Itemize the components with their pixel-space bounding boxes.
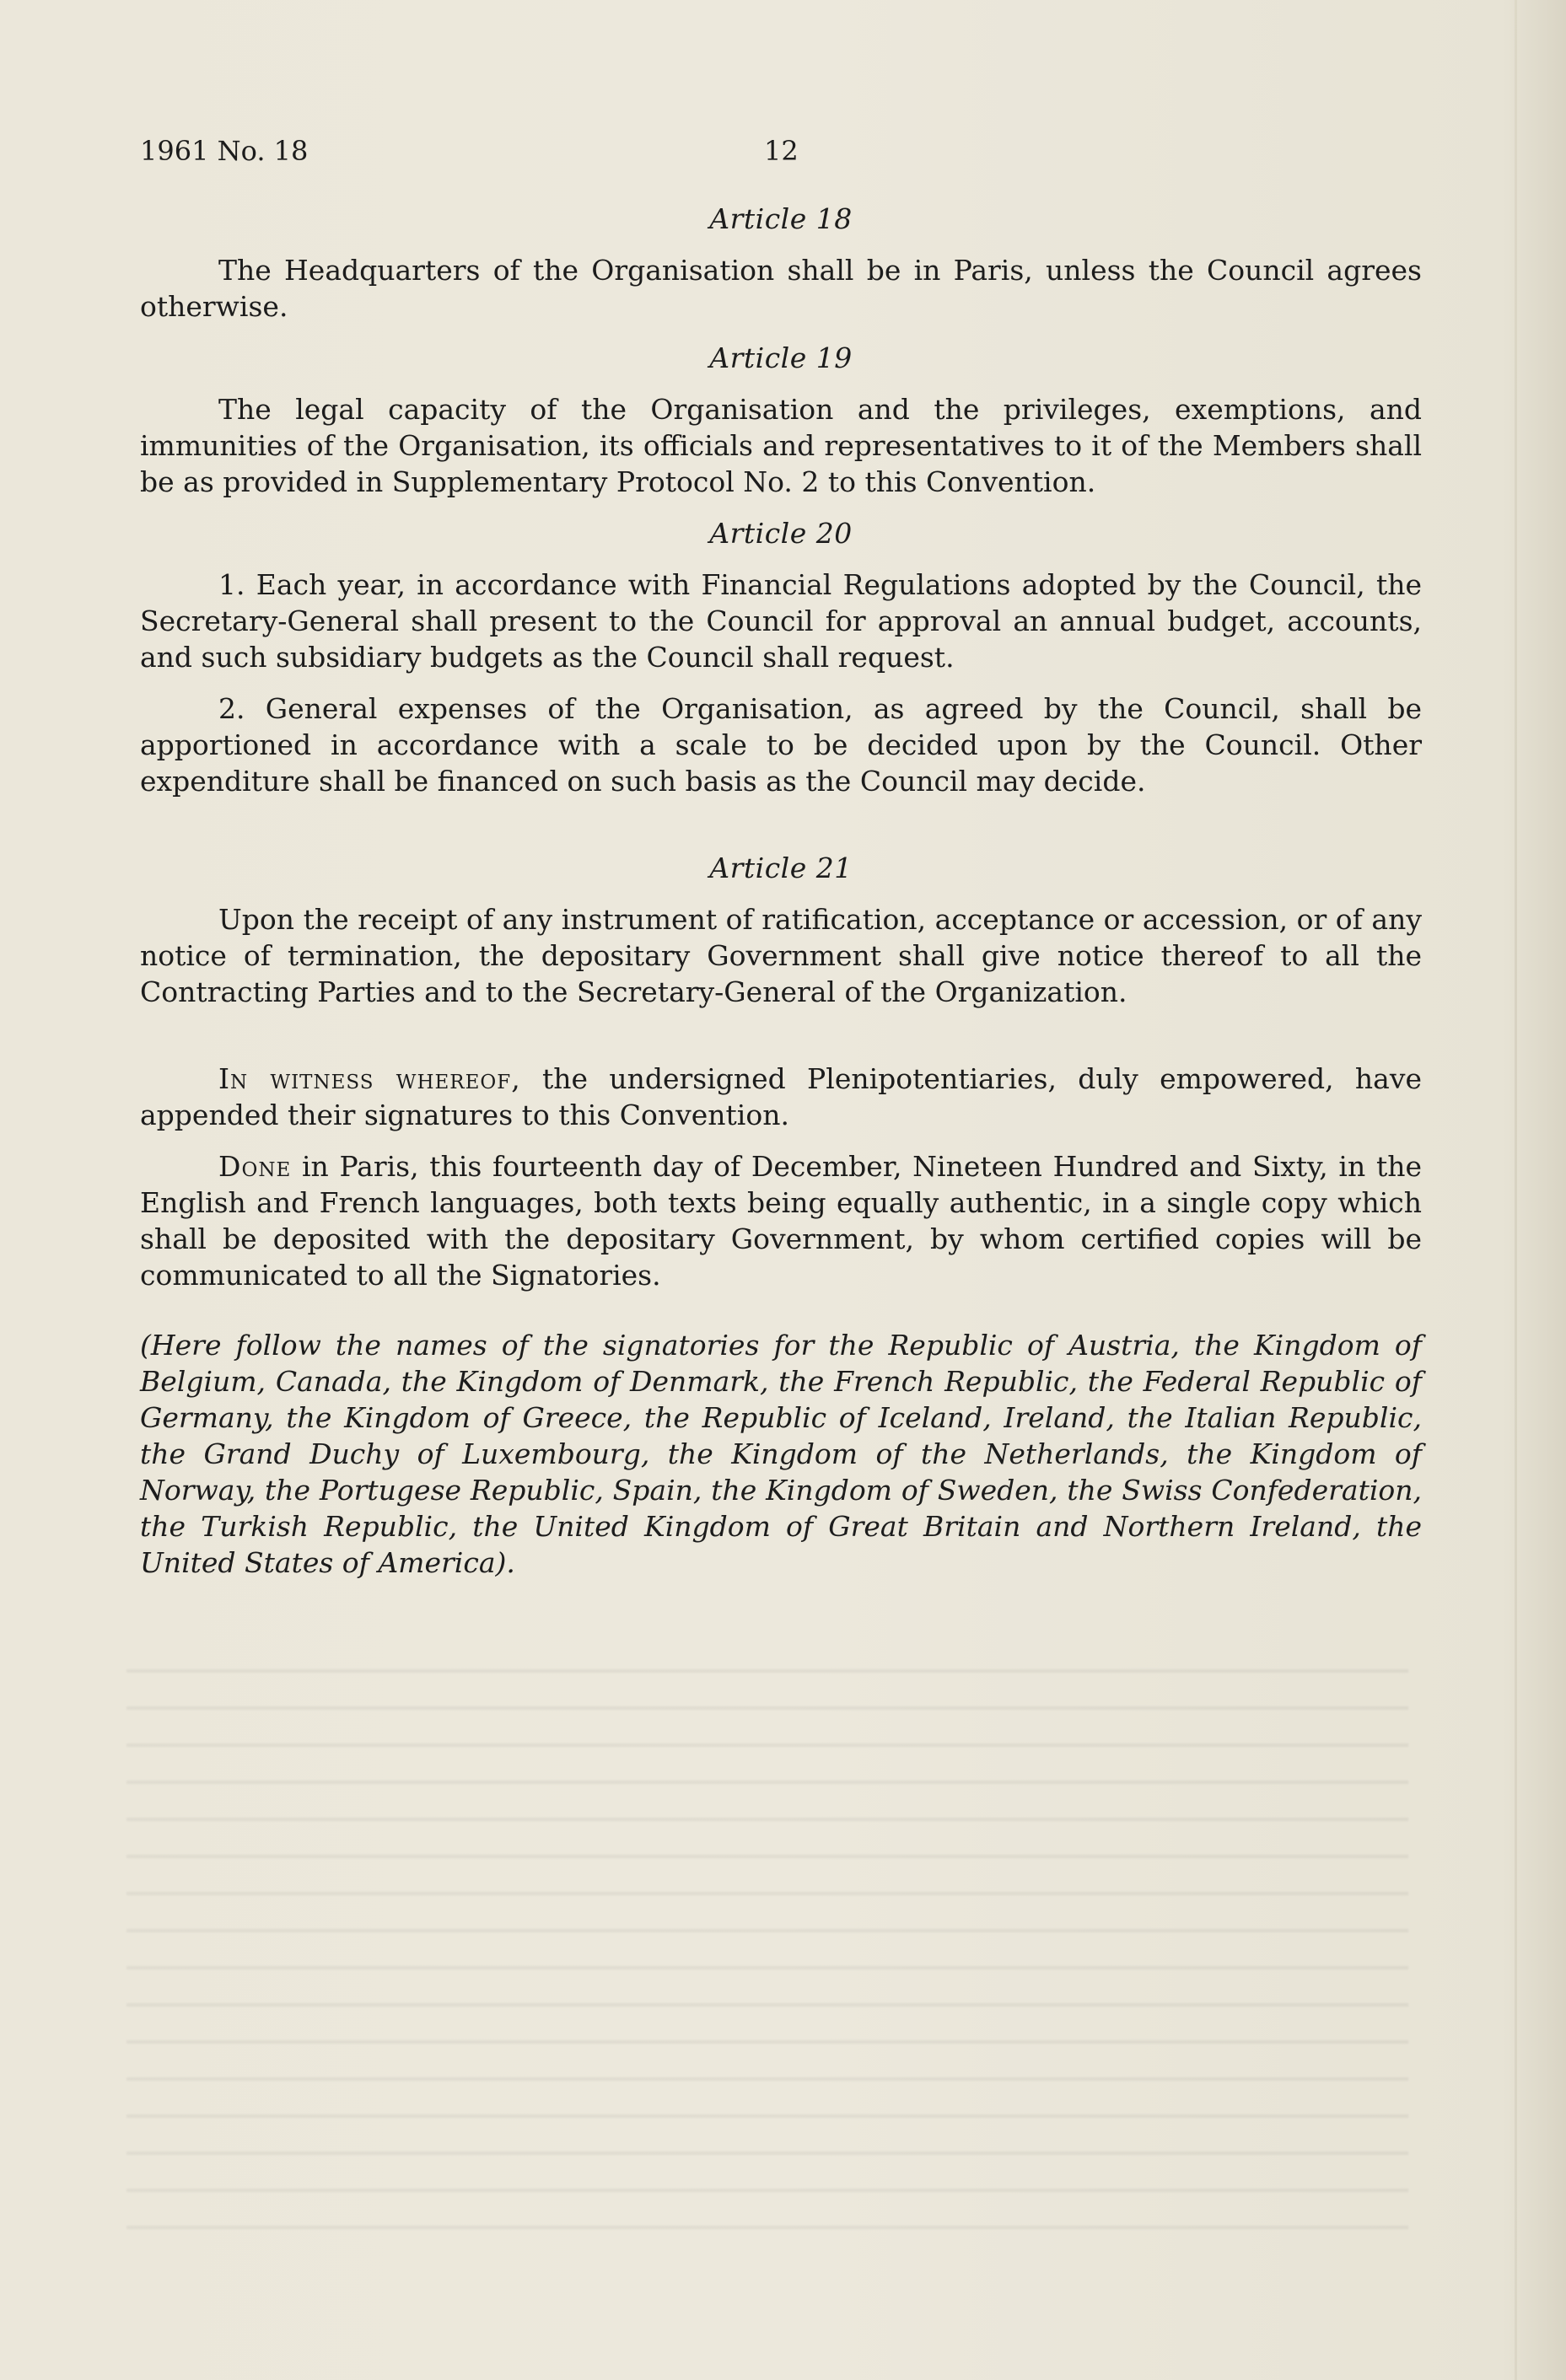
article-21 <box>140 850 1422 1010</box>
article-paragraph: 1. Each year, in accordance with Financial Regulations adopted by the Council, the Secretary-General shall present to the Council for approval an annual budget, accounts, and such subsidiary budgets as the Council shall request. <box>140 568 1422 674</box>
page-edge <box>1515 0 1517 2380</box>
done-text: in Paris, this fourteenth day of December, Nineteen Hundred and Sixty, in the English and French languages, both texts being equally authentic, in a single copy which shall be deposited with the depositary Government, by whom certified copies will be communicated to all the Signatories. <box>140 1150 1422 1292</box>
article-paragraph: The Headquarters of the Organisation shall be in Paris, unless the Council agrees otherwise. <box>140 254 1422 323</box>
spacer <box>140 1010 1422 1061</box>
article-heading: Article 20 <box>709 517 853 550</box>
witness-text: the undersigned Plenipotentiaries, duly empowered, have appended their signatures to this Convention. <box>140 1062 1422 1131</box>
article-heading: Article 21 <box>709 852 853 884</box>
page-body <box>140 201 1422 1581</box>
spacer <box>140 500 1422 515</box>
done-lead: Done <box>218 1150 292 1183</box>
show-through-text <box>126 1644 1408 2234</box>
article-heading: Article 19 <box>709 341 853 374</box>
spacer <box>140 1293 1422 1327</box>
spacer <box>140 675 1422 690</box>
spacer <box>140 1133 1422 1148</box>
page-number: 12 <box>764 135 799 167</box>
done-clause <box>140 1148 1422 1293</box>
publication-reference: 1961 No. 18 <box>140 135 309 167</box>
witness-clause <box>140 1061 1422 1133</box>
article-paragraph: 2. General expenses of the Organisation, as agreed by the Council, shall be apportioned in accordance with a scale to be decided upon by the Council. Other expenditure shall be financed on such basis as the Council may decide. <box>140 692 1422 798</box>
article-18 <box>140 201 1422 325</box>
spacer <box>140 325 1422 340</box>
article-paragraph: The legal capacity of the Organisation and the privileges, exemptions, and immunities of the Organisation, its officials and representatives to it of the Members shall be as provided in Supplementary Protocol No. 2 to this Convention. <box>140 393 1422 498</box>
article-paragraph: Upon the receipt of any instrument of ratification, acceptance or accession, or of any notice of termination, the depositary Government shall give notice thereof to all the Contracting Parties and to the Secretary-General of the Organization. <box>140 903 1422 1008</box>
spacer <box>140 799 1422 850</box>
article-heading: Article 18 <box>709 202 853 235</box>
article-20 <box>140 515 1422 799</box>
signatories-note: (Here follow the names of the signatories for the Republic of Austria, the Kingdom of Belgium, Canada, the Kingdom of Denmark, the French Republic, the Federal Republic of Germany, the Kingdom of Greece, the Republic of Iceland, Ireland, the Italian Republic, the Grand Duchy of Luxembourg, the Kingdom of the Netherlands, the Kingdom of Norway, the Portugese Republic, Spain, the Kingdom of Sweden, the Swiss Confederation, the Turkish Republic, the United Kingdom of Great Britain and Northern Ireland, the United States of America). <box>140 1329 1422 1579</box>
witness-lead: In witness whereof, <box>218 1062 521 1095</box>
article-19 <box>140 340 1422 500</box>
page-header <box>140 135 1422 173</box>
